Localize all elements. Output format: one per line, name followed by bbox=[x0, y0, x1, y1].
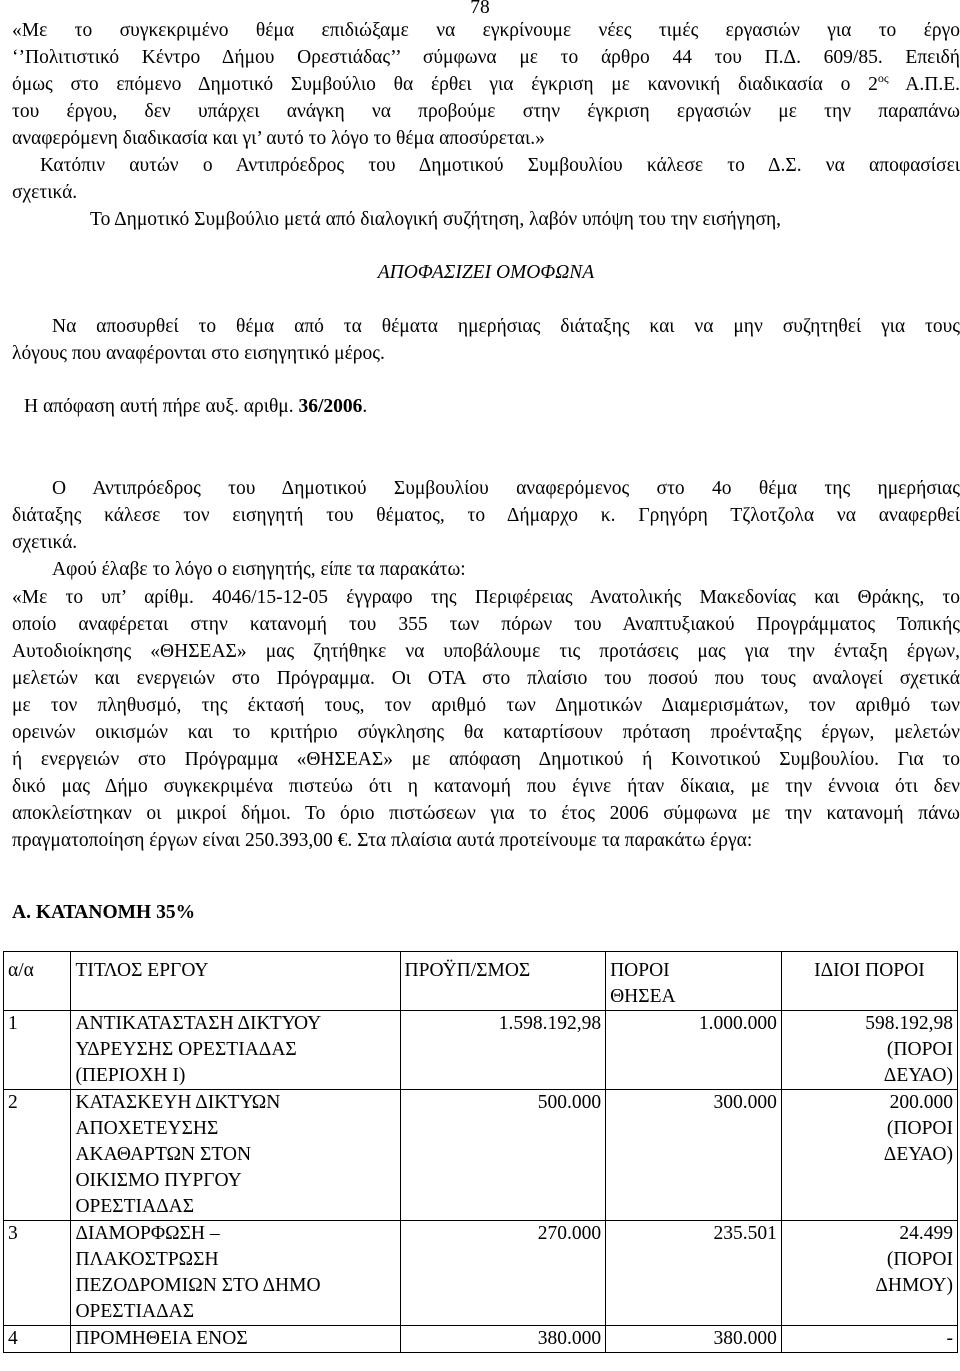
paragraph-line: «Με το συγκεκριμένο θέμα επιδιώξαμε να εγκρίνουμε νέες τιμές εργασιών για το έργο bbox=[12, 20, 960, 41]
column-header: α/α bbox=[4, 952, 71, 1011]
table-cell: 1.598.192,98 bbox=[400, 1011, 606, 1090]
table-cell: 3 bbox=[4, 1221, 71, 1326]
paragraph-line: Ο Αντιπρόεδρος του Δημοτικού Συμβουλίου αναφερόμενος στο 4ο θέμα της ημερήσιας bbox=[52, 478, 960, 499]
text-span: . bbox=[362, 396, 368, 417]
paragraph-line: ορεινών οικισμών και το κριτήριο σύγκλησης θα καταρτίσουν πρόταση προένταξης έργων, μελετών bbox=[12, 722, 960, 743]
text-span: Η απόφαση αυτή πήρε αυξ. αριθμ. bbox=[24, 396, 299, 417]
table-cell: 2 bbox=[4, 1090, 71, 1221]
column-header: ΤΙΤΛΟΣ ΕΡΓΟΥ bbox=[71, 952, 400, 1011]
paragraph-line bbox=[24, 393, 367, 420]
paragraph-line: ή ενεργειών στο Πρόγραμμα «ΘΗΣΕΑΣ» με απόφαση Δημοτικού ή Κοινοτικού Συμβουλίου. Για το bbox=[12, 749, 960, 770]
table-cell: 500.000 bbox=[400, 1090, 606, 1221]
paragraph-line: Αφού έλαβε το λόγο ο εισηγητής, είπε τα παρακάτω: bbox=[52, 559, 466, 580]
paragraph-line: αναφερόμενη διαδικασία και γι’ αυτό το λόγο το θέμα αποσύρεται.» bbox=[12, 128, 545, 149]
paragraph-line: Αυτοδιοίκησης «ΘΗΣΕΑΣ» μας ζητήθηκε να υποβάλουμε τις προτάσεις μας για την ένταξη έργων, bbox=[12, 641, 960, 662]
table-cell: 380.000 bbox=[606, 1326, 782, 1353]
text-span: Α.Π.Ε. bbox=[888, 74, 960, 95]
paragraph-line: Να αποσυρθεί το θέμα από τα θέματα ημερήσιας διάταξης και να μην συζητηθεί για τους bbox=[52, 316, 960, 337]
decision-number: 36/2006 bbox=[298, 396, 363, 417]
table-cell: 300.000 bbox=[606, 1090, 782, 1221]
page-number: 78 bbox=[470, 0, 490, 18]
paragraph-line: οποίο αναφέρεται στην κατανομή του 355 των πόρων του Αναπτυξιακού Προγράμματος Τοπικής bbox=[12, 614, 960, 635]
paragraph-line: σχετικά. bbox=[12, 532, 78, 553]
paragraph-line: μελετών και ενεργειών στο Πρόγραμμα. Οι ΟΤΑ στο πλαίσιο του ποσού που τους αναλογεί σχετικά bbox=[12, 668, 960, 689]
table-cell: ΔΙΑΜΟΡΦΩΣΗ – ΠΛΑΚΟΣΤΡΩΣΗ ΠΕΖΟΔΡΟΜΙΩΝ ΣΤΟ ΔΗΜΟ ΟΡΕΣΤΙΑΔΑΣ bbox=[71, 1221, 400, 1326]
paragraph-line: δικό μας Δήμο συγκεκριμένα πιστεύω ότι η κατανομή που έγινε ήταν δίκαια, με την έννοια ότι δεν bbox=[12, 776, 960, 797]
paragraph-line: πραγματοποίηση έργων είναι 250.393,00 €. Στα πλαίσια αυτά προτείνουμε τα παρακάτω έργα: bbox=[12, 830, 753, 851]
table-cell: 4 bbox=[4, 1326, 71, 1353]
column-header: ΠΡΟΫΠ/ΣΜΟΣ bbox=[400, 952, 606, 1011]
superscript: ος bbox=[877, 71, 889, 85]
column-header: ΠΟΡΟΙ ΘΗΣΕΑ bbox=[606, 952, 782, 1011]
table-row bbox=[4, 1011, 958, 1090]
paragraph-line bbox=[12, 71, 960, 98]
column-header: ΙΔΙΟΙ ΠΟΡΟΙ bbox=[781, 952, 957, 1011]
table-cell: 270.000 bbox=[400, 1221, 606, 1326]
paragraph-line: Το Δημοτικό Συμβούλιο μετά από διαλογική συζήτηση, λαβόν υπόψη του την εισήγηση, bbox=[90, 209, 782, 230]
paragraph-line: με τον πληθυσμό, της έκτασή τους, τον αριθμό των Δημοτικών Διαμερισμάτων, τον αριθμό των bbox=[12, 695, 960, 716]
table-row bbox=[4, 1326, 958, 1353]
table-cell: 235.501 bbox=[606, 1221, 782, 1326]
paragraph-line: διάταξης κάλεσε τον εισηγητή του θέματος, το Δήμαρχο κ. Γρηγόρη Τζλοτζολα να αναφερθεί bbox=[12, 505, 960, 526]
table-cell: 1.000.000 bbox=[606, 1011, 782, 1090]
paragraph-line: Κατόπιν αυτών ο Αντιπρόεδρος του Δημοτικού Συμβουλίου κάλεσε το Δ.Σ. να αποφασίσει bbox=[40, 155, 960, 176]
table-cell: ΑΝΤΙΚΑΤΑΣΤΑΣΗ ΔΙΚΤΥΟΥ ΥΔΡΕΥΣΗΣ ΟΡΕΣΤΙΑΔΑΣ (ΠΕΡΙΟΧΗ Ι) bbox=[71, 1011, 400, 1090]
table-cell: 1 bbox=[4, 1011, 71, 1090]
decision-heading: ΑΠΟΦΑΣΙΖΕΙ ΟΜΟΦΩΝΑ bbox=[377, 262, 595, 283]
table-row bbox=[4, 1090, 958, 1221]
table-cell: 24.499 (ΠΟΡΟΙ ΔΗΜΟΥ) bbox=[781, 1221, 957, 1326]
paragraph-line: αποκλείστηκαν οι μικροί δήμοι. Το όριο πιστώσεων για το έτος 2006 σύμφωνα με την κατανομή πάνω bbox=[12, 803, 960, 824]
text-span: όμως στο επόμενο Δημοτικό Συμβούλιο θα έρθει για έγκριση με κανονική διαδικασία ο 2 bbox=[12, 74, 878, 95]
table-cell: 380.000 bbox=[400, 1326, 606, 1353]
table-cell: ΠΡΟΜΗΘΕΙΑ ΕΝΟΣ bbox=[71, 1326, 400, 1353]
paragraph-line: σχετικά. bbox=[12, 182, 78, 203]
section-heading: Α. ΚΑΤΑΝΟΜΗ 35% bbox=[12, 902, 196, 923]
table-row bbox=[4, 1221, 958, 1326]
table-header-row bbox=[4, 952, 958, 1011]
table-cell: 598.192,98 (ΠΟΡΟΙ ΔΕΥΑΟ) bbox=[781, 1011, 957, 1090]
paragraph-line: του έργου, δεν υπάρχει ανάγκη να προβούμε στην έγκριση εργασιών με την παραπάνω bbox=[12, 101, 960, 122]
paragraph-line: λόγους που αναφέρονται στο εισηγητικό μέρος. bbox=[12, 343, 385, 364]
paragraph-line: ‘’Πολιτιστικό Κέντρο Δήμου Ορεστιάδας’’ σύμφωνα με το άρθρο 44 του Π.Δ. 609/85. Επειδή bbox=[12, 47, 960, 68]
paragraph-line: «Με το υπ’ αρίθμ. 4046/15-12-05 έγγραφο της Περιφέρειας Ανατολικής Μακεδονίας και Θράκης, το bbox=[12, 587, 960, 608]
table-cell: ΚΑΤΑΣΚΕΥΗ ΔΙΚΤΥΩΝ ΑΠΟΧΕΤΕΥΣΗΣ ΑΚΑΘΑΡΤΩΝ ΣΤΟΝ ΟΙΚΙΣΜΟ ΠΥΡΓΟΥ ΟΡΕΣΤΙΑΔΑΣ bbox=[71, 1090, 400, 1221]
table-cell: - bbox=[781, 1326, 957, 1353]
projects-table bbox=[3, 951, 958, 1353]
table-cell: 200.000 (ΠΟΡΟΙ ΔΕΥΑΟ) bbox=[781, 1090, 957, 1221]
